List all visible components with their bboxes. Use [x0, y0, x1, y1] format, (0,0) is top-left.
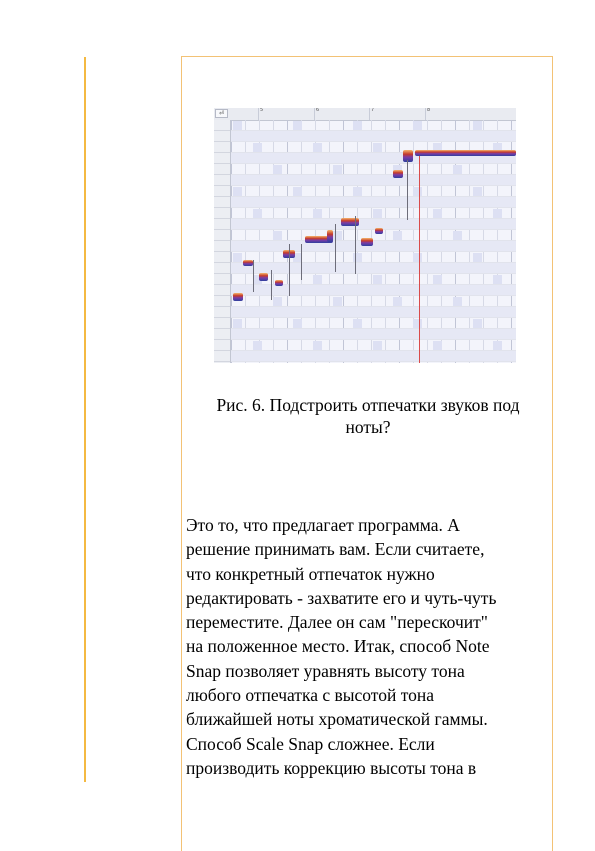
grid-row [231, 274, 516, 285]
pitch-stem [289, 244, 290, 296]
caption-line-1: Рис. 6. Подстроить отпечатки звуков под [216, 395, 520, 415]
piano-key [214, 197, 230, 208]
pitch-stem [271, 270, 272, 300]
pitch-stem [301, 244, 302, 280]
piano-key [214, 186, 230, 197]
body-line: переместите. Далее он сам "перескочит" [186, 612, 488, 633]
caption-line-2: ноты? [345, 417, 391, 437]
grid-row [231, 329, 516, 340]
note-blob [375, 228, 383, 234]
grid-row [231, 197, 516, 208]
piano-key [214, 219, 230, 230]
pitch-stem [407, 160, 408, 220]
left-margin-rule [84, 57, 86, 782]
grid-row [231, 164, 516, 175]
note-blob [403, 150, 413, 162]
piano-key [214, 230, 230, 241]
playhead-line [419, 150, 420, 363]
note-blob [327, 230, 333, 242]
piano-key [214, 131, 230, 142]
grid-row [231, 186, 516, 197]
piano-key [214, 285, 230, 296]
body-line: что конкретный отпечаток нужно [186, 563, 435, 584]
piano-key [214, 208, 230, 219]
ruler-number: 6 [316, 108, 320, 113]
note-blob [341, 218, 359, 226]
grid-row [231, 252, 516, 263]
ruler-number: 7 [371, 108, 375, 113]
pitch-grid [231, 120, 516, 363]
note-blob [415, 150, 516, 156]
body-line: Snap позволяет уравнять высоту тона [186, 660, 465, 681]
body-line: редактировать - захватите его и чуть-чуть [186, 587, 497, 608]
piano-key [214, 241, 230, 252]
pitch-stem [335, 224, 336, 272]
grid-row [231, 131, 516, 142]
piano-key [214, 120, 230, 131]
grid-row [231, 175, 516, 186]
piano-key [214, 263, 230, 274]
pitch-stem [355, 216, 356, 274]
piano-key [214, 329, 230, 340]
note-blob [243, 260, 253, 266]
grid-row [231, 208, 516, 219]
piano-key [214, 296, 230, 307]
piano-key [214, 252, 230, 263]
ruler-number: 8 [427, 108, 431, 113]
piano-key [214, 153, 230, 164]
piano-key [214, 274, 230, 285]
body-line: Способ Scale Snap сложнее. Если [186, 733, 435, 754]
grid-row [231, 340, 516, 351]
grid-row [231, 318, 516, 329]
piano-key [214, 351, 230, 362]
body-line: решение принимать вам. Если считаете, [186, 539, 485, 560]
return-icon: ⏎ [215, 109, 228, 118]
pitch-editor-screenshot [214, 108, 516, 363]
grid-row [231, 351, 516, 362]
piano-key [214, 340, 230, 351]
piano-key [214, 142, 230, 153]
note-blob [393, 170, 403, 178]
grid-row [231, 285, 516, 296]
note-blob [259, 273, 268, 281]
grid-row [231, 263, 516, 274]
note-blob [361, 238, 373, 246]
grid-row [231, 307, 516, 318]
body-line: Это то, что предлагает программа. А [186, 515, 460, 535]
piano-keyboard [214, 120, 231, 363]
ruler-tick [425, 108, 431, 120]
figure-caption [186, 394, 550, 438]
piano-key [214, 318, 230, 329]
ruler-tick [258, 108, 264, 120]
body-line: ближайшей ноты хроматической гаммы. [186, 709, 488, 730]
grid-row [231, 219, 516, 230]
note-blob [233, 293, 243, 301]
grid-row [231, 230, 516, 241]
piano-key [214, 175, 230, 186]
ruler-number: 5 [260, 108, 264, 113]
grid-row [231, 120, 516, 131]
piano-key [214, 164, 230, 175]
ruler-tick [369, 108, 375, 120]
body-line: любого отпечатка с высотой тона [186, 685, 434, 706]
pitch-stem [253, 260, 254, 292]
body-line: производить коррекцию высоты тона в [186, 757, 477, 778]
note-blob [275, 280, 283, 286]
piano-key [214, 307, 230, 318]
body-paragraph [186, 513, 550, 780]
body-line: на положенное место. Итак, способ Note [186, 636, 490, 657]
grid-row [231, 296, 516, 307]
ruler-tick [314, 108, 320, 120]
grid-row [231, 241, 516, 252]
